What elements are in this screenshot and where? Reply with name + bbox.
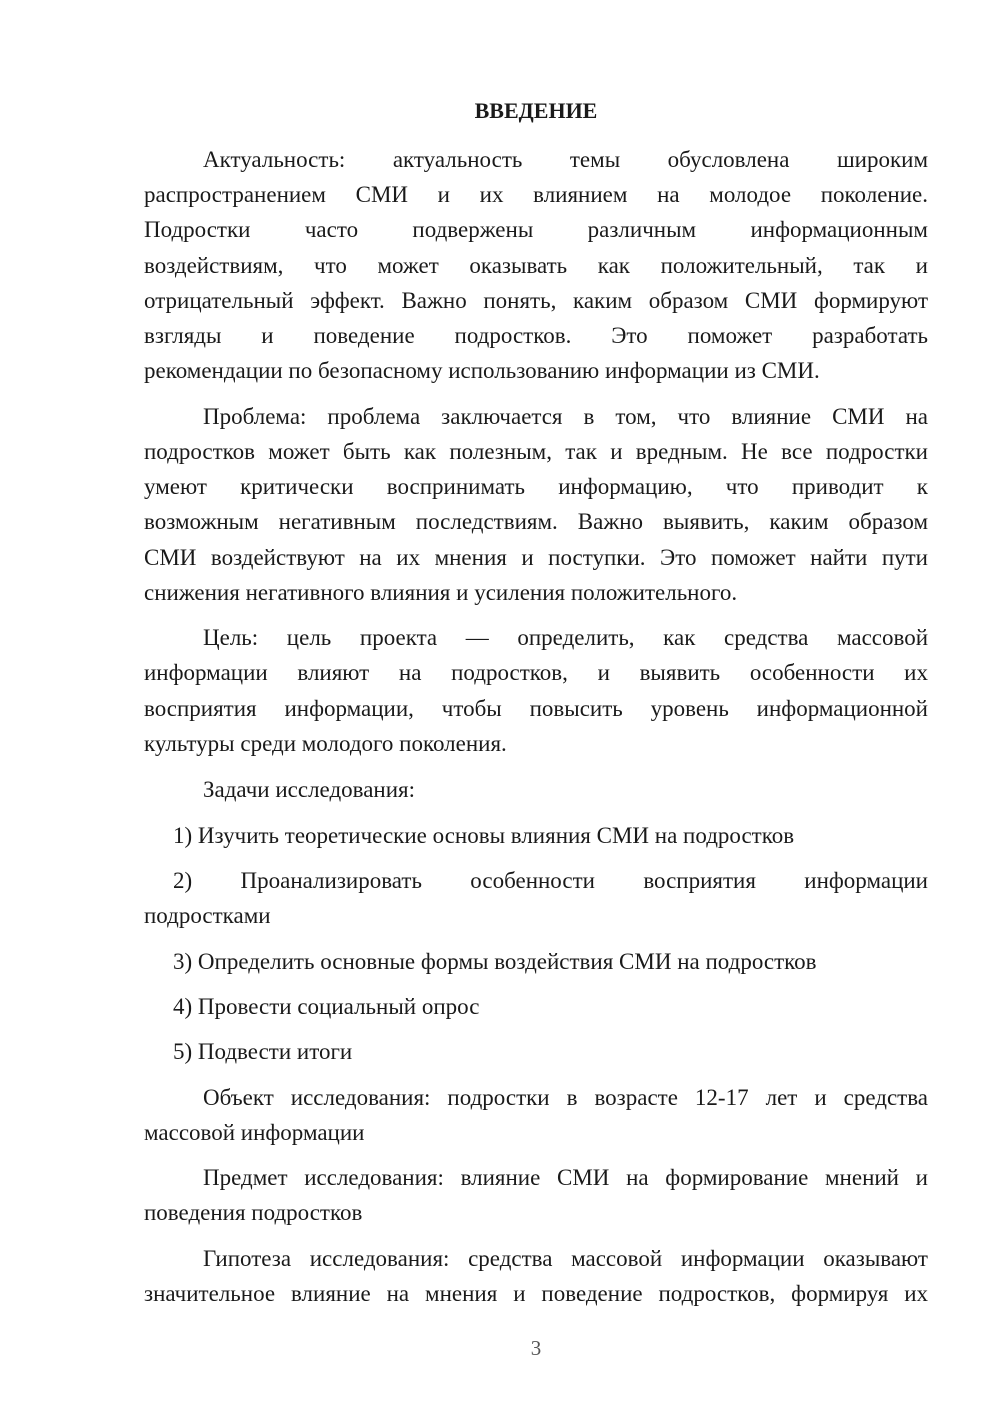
text-line: взгляды и поведение подростков. Это поможет разработать bbox=[144, 323, 928, 348]
text-line: культуры среди молодого поколения. bbox=[144, 731, 507, 756]
text-line: 5) Подвести итоги bbox=[173, 1039, 353, 1064]
text-line: отрицательный эффект. Важно понять, каким образом СМИ формируют bbox=[144, 288, 928, 313]
text-line: распространением СМИ и их влиянием на молодое поколение. bbox=[144, 182, 928, 207]
page-number: 3 bbox=[530, 1336, 542, 1360]
text-line: Предмет исследования: влияние СМИ на формирование мнений и bbox=[203, 1165, 928, 1190]
text-line: Актуальность: актуальность темы обусловлена широким bbox=[203, 147, 928, 172]
text-line: подростков может быть как полезным, так и вредным. Не все подростки bbox=[144, 439, 928, 464]
text-line: умеют критически воспринимать информацию, что приводит к bbox=[144, 474, 928, 499]
text-line: 2) Проанализировать особенности восприятия информации bbox=[173, 868, 928, 893]
text-line: Объект исследования: подростки в возрасте 12-17 лет и средства bbox=[203, 1085, 928, 1110]
text-line: подростками bbox=[144, 903, 271, 928]
text-line: Цель: цель проекта — определить, как средства массовой bbox=[203, 625, 928, 650]
text-line: воздействиям, что может оказывать как положительный, так и bbox=[144, 253, 928, 278]
text-line: Подростки часто подвержены различным информационным bbox=[144, 217, 928, 242]
text-line: СМИ воздействуют на их мнения и поступки. Это поможет найти пути bbox=[144, 545, 928, 570]
text-line: поведения подростков bbox=[144, 1200, 363, 1225]
text-line: возможным негативным последствиям. Важно выявить, каким образом bbox=[144, 509, 928, 534]
text-line: значительное влияние на мнения и поведение подростков, формируя их bbox=[144, 1281, 928, 1306]
text-line: информации влияют на подростков, и выявить особенности их bbox=[144, 660, 928, 685]
text-line: Гипотеза исследования: средства массовой информации оказывают bbox=[203, 1246, 928, 1271]
text-line: восприятия информации, чтобы повысить уровень информационной bbox=[144, 696, 928, 721]
page-title: ВВЕДЕНИЕ bbox=[474, 98, 598, 123]
text-line: рекомендации по безопасному использованию информации из СМИ. bbox=[144, 358, 820, 383]
text-line: 1) Изучить теоретические основы влияния СМИ на подростков bbox=[173, 823, 795, 848]
text-line: Проблема: проблема заключается в том, что влияние СМИ на bbox=[203, 404, 928, 429]
text-line: 4) Провести социальный опрос bbox=[173, 994, 480, 1019]
text-line: 3) Определить основные формы воздействия СМИ на подростков bbox=[173, 949, 817, 974]
text-line: массовой информации bbox=[144, 1120, 365, 1145]
text-line: снижения негативного влияния и усиления положительного. bbox=[144, 580, 738, 605]
text-line: Задачи исследования: bbox=[203, 777, 416, 802]
